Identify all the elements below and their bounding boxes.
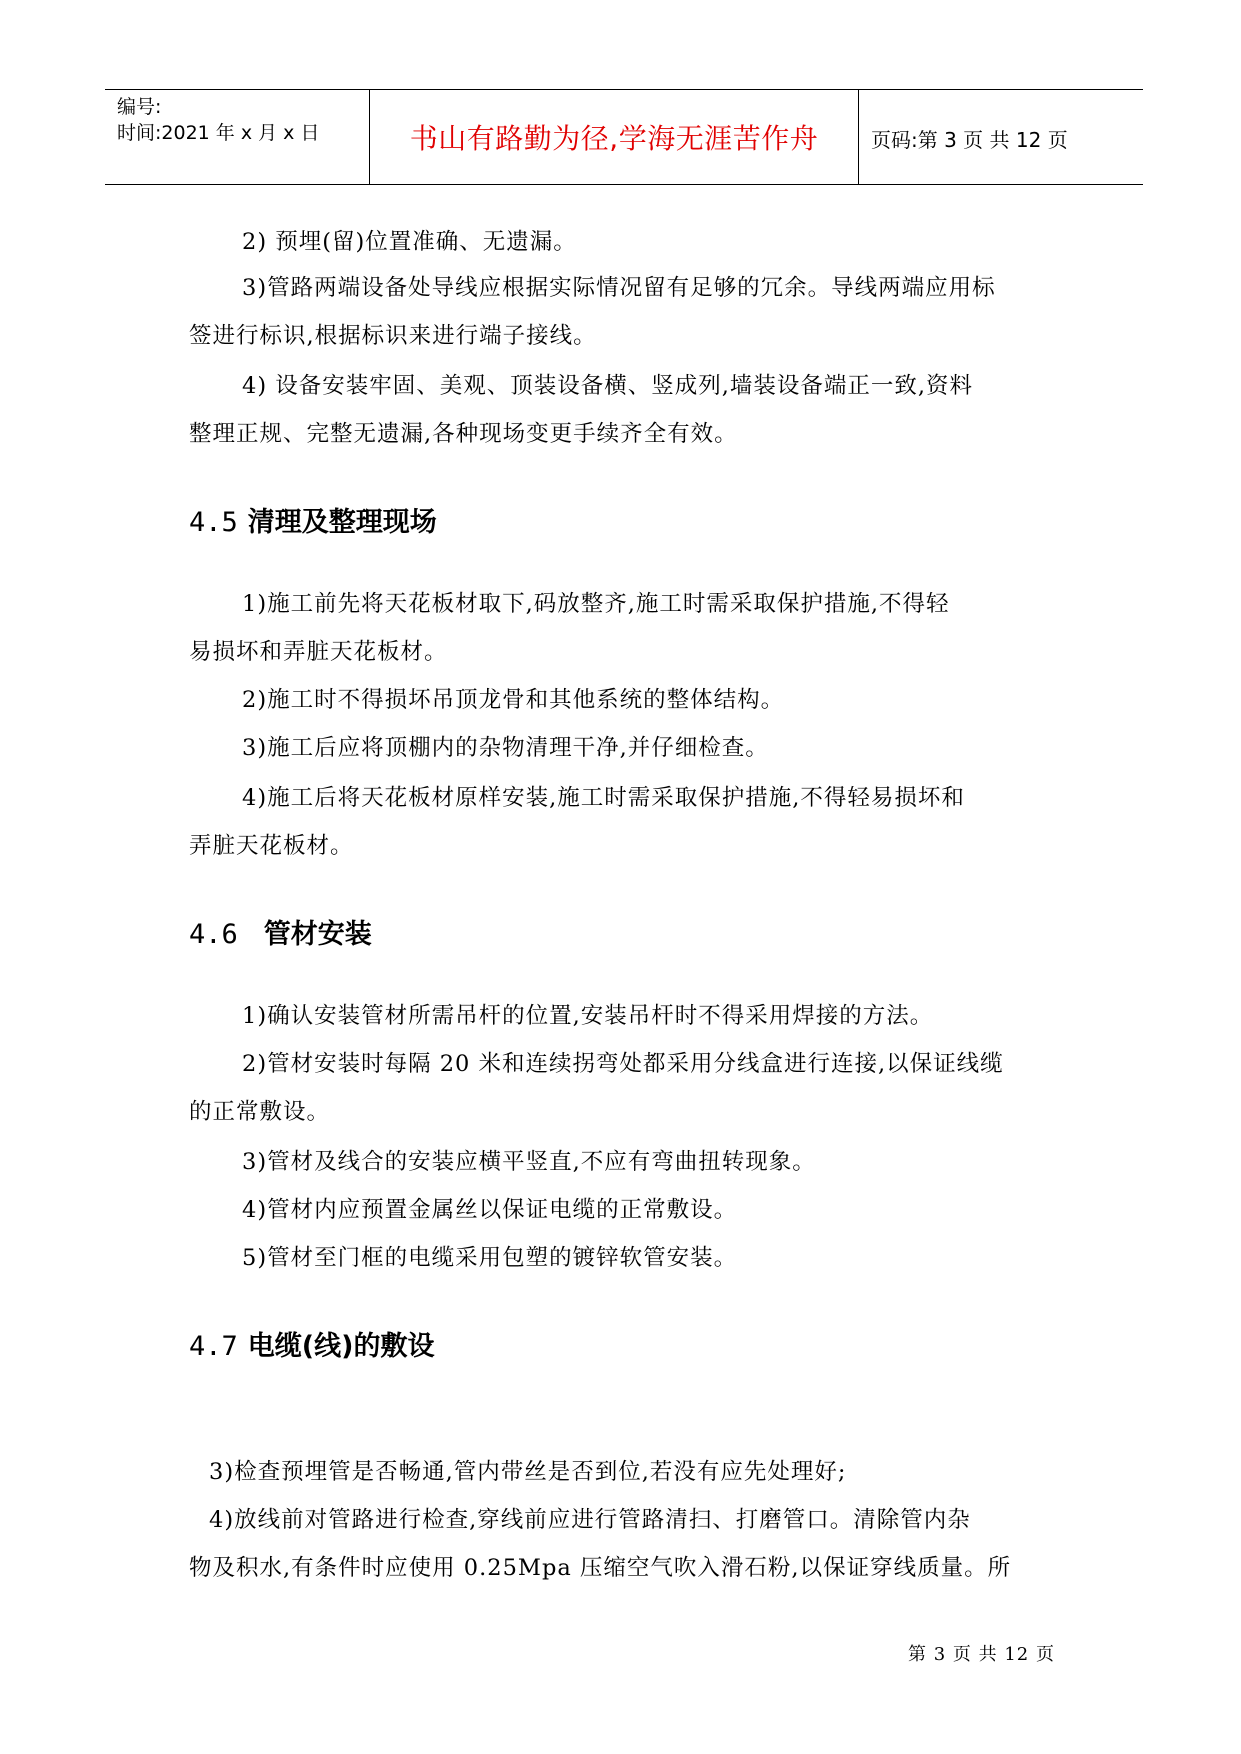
paragraph-line: 2)施工时不得损坏吊顶龙骨和其他系统的整体结构。 — [242, 687, 785, 713]
paragraph-line: 4) 设备安装牢固、美观、顶装设备横、竖成列,墙装设备端正一致,资料 — [242, 373, 974, 399]
header-meta — [117, 94, 319, 146]
paragraph-line: 弄脏天花板材。 — [189, 833, 354, 859]
paragraph-line: 3)施工后应将顶棚内的杂物清理干净,并仔细检查。 — [242, 735, 769, 761]
section-number: 4.5 — [189, 507, 238, 538]
paragraph-line: 2)管材安装时每隔 20 米和连续拐弯处都采用分线盒进行连接,以保证线缆 — [242, 1051, 1004, 1077]
section-title: 清理及整理现场 — [247, 507, 437, 538]
paragraph-line: 5)管材至门框的电缆采用包塑的镀锌软管安装。 — [242, 1245, 738, 1271]
paragraph-line: 4)管材内应预置金属丝以保证电缆的正常敷设。 — [242, 1197, 738, 1223]
paragraph-line: 物及积水,有条件时应使用 0.25Mpa 压缩空气吹入滑石粉,以保证穿线质量。所 — [189, 1555, 1012, 1581]
paragraph-line: 3)管材及线合的安装应横平竖直,不应有弯曲扭转现象。 — [242, 1149, 816, 1175]
paragraph-line: 1)确认安装管材所需吊杆的位置,安装吊杆时不得采用焊接的方法。 — [242, 1003, 934, 1029]
header-page-info: 页码:第 3 页 共 12 页 — [871, 128, 1068, 152]
page-footer: 第 3 页 共 12 页 — [908, 1644, 1055, 1665]
paragraph-line: 整理正规、完整无遗漏,各种现场变更手续齐全有效。 — [189, 421, 738, 447]
section-title: 电缆(线)的敷设 — [247, 1331, 435, 1362]
page-header — [105, 89, 1143, 185]
paragraph-line: 3)检查预埋管是否畅通,管内带丝是否到位,若没有应先处理好; — [209, 1459, 847, 1485]
section-number: 4.7 — [189, 1331, 238, 1362]
paragraph-line: 4)施工后将天花板材原样安装,施工时需采取保护措施,不得轻易损坏和 — [242, 785, 965, 811]
header-motto: 书山有路勤为径,学海无涯苦作舟 — [409, 122, 819, 155]
time-label: 时间:2021 年 x 月 x 日 — [117, 122, 320, 144]
paragraph-line: 1)施工前先将天花板材取下,码放整齐,施工时需采取保护措施,不得轻 — [242, 591, 950, 617]
doc-number-label: 编号: — [117, 96, 162, 118]
paragraph-line: 4)放线前对管路进行检查,穿线前应进行管路清扫、打磨管口。清除管内杂 — [209, 1507, 971, 1533]
paragraph-line: 易损坏和弄脏天花板材。 — [189, 639, 448, 665]
section-title: 管材安装 — [263, 919, 372, 950]
section-heading — [189, 1324, 434, 1363]
section-heading — [189, 912, 372, 951]
paragraph-line: 3)管路两端设备处导线应根据实际情况留有足够的冗余。导线两端应用标 — [242, 275, 996, 301]
section-heading — [189, 500, 437, 539]
paragraph-line: 签进行标识,根据标识来进行端子接线。 — [189, 323, 597, 349]
section-number: 4.6 — [189, 919, 238, 950]
paragraph-line: 2) 预埋(留)位置准确、无遗漏。 — [242, 229, 577, 255]
header-divider — [858, 90, 859, 184]
paragraph-line: 的正常敷设。 — [189, 1099, 331, 1125]
